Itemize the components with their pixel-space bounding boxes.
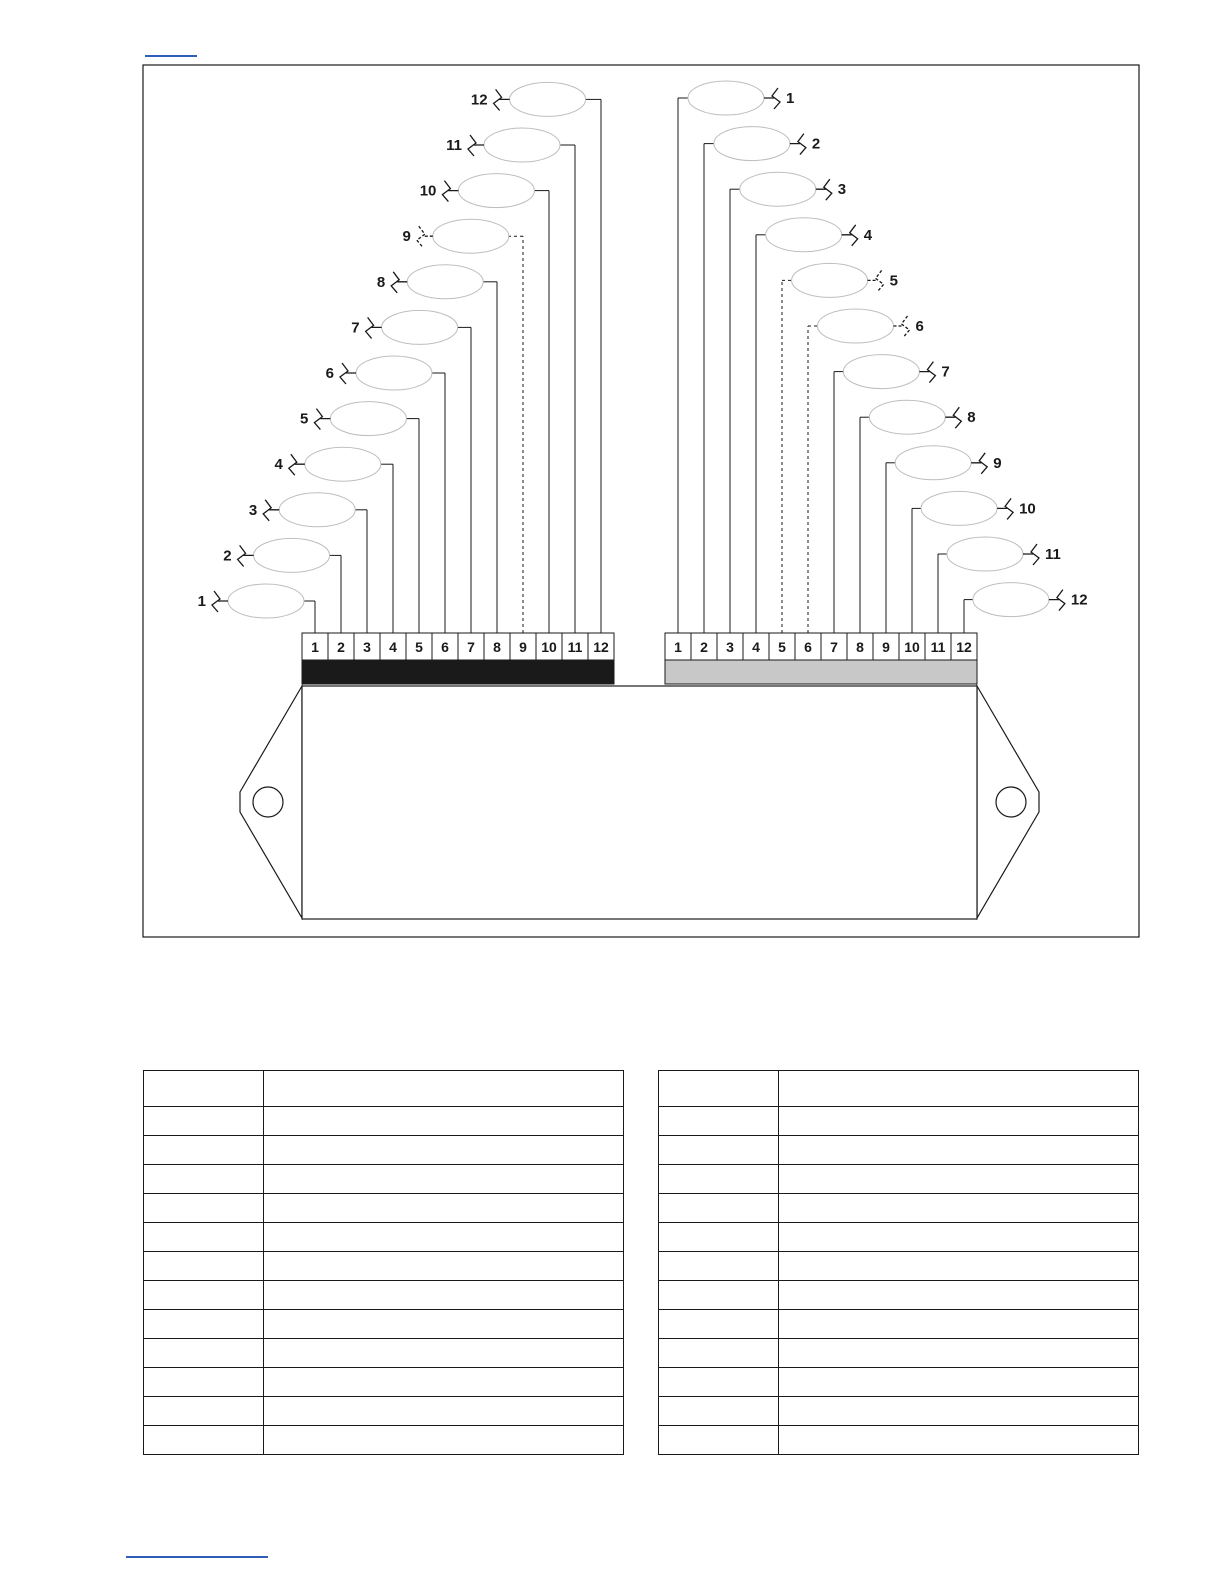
table-cell-pin: [659, 1310, 779, 1339]
right-pin-label: 8: [856, 639, 864, 655]
table-row: [144, 1136, 624, 1165]
left-terminal-icon: [366, 317, 382, 338]
table-cell-description: [264, 1071, 624, 1107]
table-cell-pin: [659, 1136, 779, 1165]
left-wire-tag-oval: [330, 402, 406, 436]
right-wire-tag-oval: [921, 491, 997, 525]
table-cell-pin: [144, 1165, 264, 1194]
left-mounting-hole: [253, 787, 283, 817]
table-row: [659, 1194, 1139, 1223]
table-cell-pin: [144, 1223, 264, 1252]
left-terminal-icon: [442, 181, 458, 202]
left-wire-tag-oval: [254, 538, 330, 572]
right-wire-label: 12: [1070, 591, 1088, 609]
table-cell-description: [264, 1136, 624, 1165]
table-cell-description: [779, 1252, 1139, 1281]
table-cell-description: [264, 1194, 624, 1223]
table-cell-description: [779, 1165, 1139, 1194]
table-cell-pin: [659, 1339, 779, 1368]
left-wire-tag-oval: [228, 584, 304, 618]
right-terminal-icon: [971, 453, 987, 474]
left-wire-tag-oval: [407, 265, 483, 299]
left-terminal-icon: [314, 409, 330, 430]
right-wire-tag-oval: [818, 309, 894, 343]
table-header-row: [144, 1071, 624, 1107]
left-wire-label: 10: [419, 182, 437, 200]
left-pin-label: 4: [389, 639, 397, 655]
right-terminal-icon: [764, 88, 780, 109]
left-wire-label: 12: [470, 91, 488, 109]
table-cell-pin: [144, 1194, 264, 1223]
right-pin-label: 6: [804, 639, 812, 655]
table-row: [659, 1281, 1139, 1310]
table-cell-pin: [659, 1165, 779, 1194]
left-wire-tag-oval: [458, 174, 534, 208]
table-cell-description: [779, 1223, 1139, 1252]
left-wire-tag-oval: [433, 219, 509, 253]
table-row: [659, 1252, 1139, 1281]
left-pin-label: 11: [567, 639, 583, 655]
table-cell-description: [264, 1310, 624, 1339]
right-wire-label: 7: [941, 363, 950, 381]
right-terminal-icon: [919, 362, 935, 383]
table-cell-pin: [659, 1368, 779, 1397]
table-row: [144, 1252, 624, 1281]
bottom-link-underline[interactable]: [126, 1556, 268, 1558]
left-terminal-icon: [417, 226, 433, 247]
right-terminal-icon: [945, 407, 961, 428]
table-cell-pin: [659, 1281, 779, 1310]
right-terminal-icon: [1023, 544, 1039, 565]
table-cell-description: [779, 1397, 1139, 1426]
table-cell-description: [779, 1281, 1139, 1310]
table-cell-description: [264, 1368, 624, 1397]
module-body: [302, 686, 977, 919]
right-wire-label: 3: [837, 181, 847, 199]
right-pin-table: [658, 1070, 1139, 1455]
table-cell-pin: [659, 1252, 779, 1281]
left-terminal-icon: [289, 454, 305, 475]
table-row: [659, 1426, 1139, 1455]
left-pin-label: 8: [493, 639, 501, 655]
table-cell-pin: [144, 1397, 264, 1426]
right-terminal-icon: [842, 225, 858, 246]
right-pin-label: 3: [726, 639, 734, 655]
left-wire-label: 6: [325, 365, 334, 382]
table-row: [144, 1223, 624, 1252]
left-wire-tag-oval: [510, 82, 586, 116]
right-pin-label: 9: [882, 639, 890, 655]
table-row: [144, 1368, 624, 1397]
table-cell-pin: [144, 1368, 264, 1397]
right-wire-tag-oval: [947, 537, 1023, 571]
right-connector-header-bar: [665, 660, 977, 684]
left-connector-header-bar: [302, 660, 614, 684]
table-cell-pin: [659, 1071, 779, 1107]
right-wire-tag-oval: [688, 81, 764, 115]
left-terminal-icon: [494, 89, 510, 110]
right-wire-tag-oval: [869, 400, 945, 434]
right-pin-label: 2: [700, 639, 708, 655]
left-pin-label: 1: [311, 639, 319, 655]
right-wire-label: 5: [889, 272, 898, 290]
table-cell-pin: [659, 1223, 779, 1252]
right-pin-label: 7: [830, 639, 838, 655]
table-cell-description: [779, 1071, 1139, 1107]
table-cell-description: [779, 1310, 1139, 1339]
right-pin-label: 1: [674, 639, 682, 655]
table-cell-pin: [144, 1339, 264, 1368]
table-cell-pin: [659, 1194, 779, 1223]
right-wire-tag-oval: [740, 172, 816, 206]
table-row: [659, 1165, 1139, 1194]
table-row: [144, 1397, 624, 1426]
table-row: [659, 1339, 1139, 1368]
right-terminal-icon: [1049, 590, 1065, 611]
left-pin-label: 5: [415, 639, 423, 655]
left-pin-label: 12: [593, 639, 609, 655]
right-pin-label: 4: [752, 639, 760, 655]
table-cell-pin: [144, 1310, 264, 1339]
table-cell-description: [779, 1368, 1139, 1397]
right-wire-tag-oval: [766, 218, 842, 252]
right-wire-label: 2: [811, 135, 821, 153]
left-pin-label: 7: [467, 639, 475, 655]
left-wire-label: 4: [274, 456, 283, 474]
right-connector: [665, 81, 1088, 684]
table-cell-pin: [144, 1252, 264, 1281]
table-row: [144, 1310, 624, 1339]
right-wire-label: 9: [993, 454, 1002, 472]
right-wire-label: 4: [863, 226, 873, 244]
left-pin-label: 9: [519, 639, 527, 655]
left-wire-tag-oval: [279, 493, 355, 527]
table-row: [659, 1310, 1139, 1339]
table-cell-pin: [144, 1107, 264, 1136]
right-wire-tag-oval: [792, 263, 868, 297]
right-mounting-hole: [996, 787, 1026, 817]
table-cell-pin: [659, 1426, 779, 1455]
table-row: [144, 1281, 624, 1310]
left-pin-label: 6: [441, 639, 449, 655]
left-terminal-icon: [238, 545, 254, 566]
table-cell-description: [264, 1426, 624, 1455]
table-cell-description: [264, 1223, 624, 1252]
table-row: [144, 1165, 624, 1194]
table-cell-description: [264, 1252, 624, 1281]
left-wire-label: 11: [446, 137, 462, 154]
table-row: [144, 1426, 624, 1455]
left-terminal-icon: [340, 363, 356, 384]
right-terminal-icon: [868, 270, 884, 291]
table-row: [144, 1194, 624, 1223]
left-wire-tag-oval: [356, 356, 432, 390]
table-cell-pin: [659, 1397, 779, 1426]
right-wire-tag-oval: [973, 583, 1049, 617]
table-row: [144, 1107, 624, 1136]
right-wire-tag-oval: [714, 127, 790, 161]
right-wire-tag-oval: [843, 355, 919, 389]
table-cell-description: [264, 1397, 624, 1426]
left-wire-label: 5: [300, 410, 309, 428]
left-wire-label: 7: [351, 319, 360, 337]
table-cell-description: [779, 1136, 1139, 1165]
left-terminal-icon: [212, 591, 228, 612]
table-row: [659, 1107, 1139, 1136]
table-header-row: [659, 1071, 1139, 1107]
left-pin-label: 2: [337, 639, 345, 655]
left-pin-label: 10: [541, 639, 557, 655]
table-cell-pin: [144, 1426, 264, 1455]
left-connector: [198, 82, 614, 684]
table-cell-description: [264, 1107, 624, 1136]
right-wire-label: 11: [1045, 546, 1061, 563]
left-wire-label: 3: [248, 501, 258, 519]
left-wire-tag-oval: [484, 128, 560, 162]
table-cell-pin: [144, 1071, 264, 1107]
table-cell-description: [779, 1339, 1139, 1368]
left-terminal-icon: [468, 135, 484, 156]
table-row: [659, 1136, 1139, 1165]
right-wire-tag-oval: [895, 446, 971, 480]
left-terminal-icon: [391, 272, 407, 293]
table-cell-description: [264, 1281, 624, 1310]
left-wire-label: 1: [197, 593, 206, 610]
right-pin-label: 11: [930, 639, 946, 655]
right-wire-label: 6: [915, 318, 924, 335]
table-cell-description: [264, 1339, 624, 1368]
table-row: [659, 1397, 1139, 1426]
table-cell-description: [264, 1165, 624, 1194]
right-pin-label: 5: [778, 639, 786, 655]
table-cell-description: [779, 1194, 1139, 1223]
left-terminal-icon: [263, 500, 279, 521]
left-wire-label: 9: [402, 228, 411, 246]
table-cell-pin: [659, 1107, 779, 1136]
right-wire-label: 1: [786, 90, 795, 107]
left-wire-tag-oval: [382, 310, 458, 344]
right-terminal-icon: [894, 316, 910, 337]
table-cell-pin: [144, 1281, 264, 1310]
left-pin-table: [143, 1070, 624, 1455]
table-row: [659, 1223, 1139, 1252]
table-row: [659, 1368, 1139, 1397]
left-wire-label: 2: [223, 547, 232, 565]
left-pin-label: 3: [363, 639, 371, 655]
table-row: [144, 1339, 624, 1368]
left-wire-tag-oval: [305, 447, 381, 481]
table-cell-description: [779, 1107, 1139, 1136]
right-pin-label: 12: [956, 639, 972, 655]
right-wire-label: 10: [1019, 500, 1036, 518]
left-wire-label: 8: [376, 273, 386, 291]
right-pin-label: 10: [904, 639, 920, 655]
right-terminal-icon: [790, 134, 806, 155]
right-wire-label: 8: [967, 409, 976, 427]
table-cell-pin: [144, 1136, 264, 1165]
right-terminal-icon: [816, 179, 832, 200]
right-terminal-icon: [997, 498, 1013, 519]
table-cell-description: [779, 1426, 1139, 1455]
